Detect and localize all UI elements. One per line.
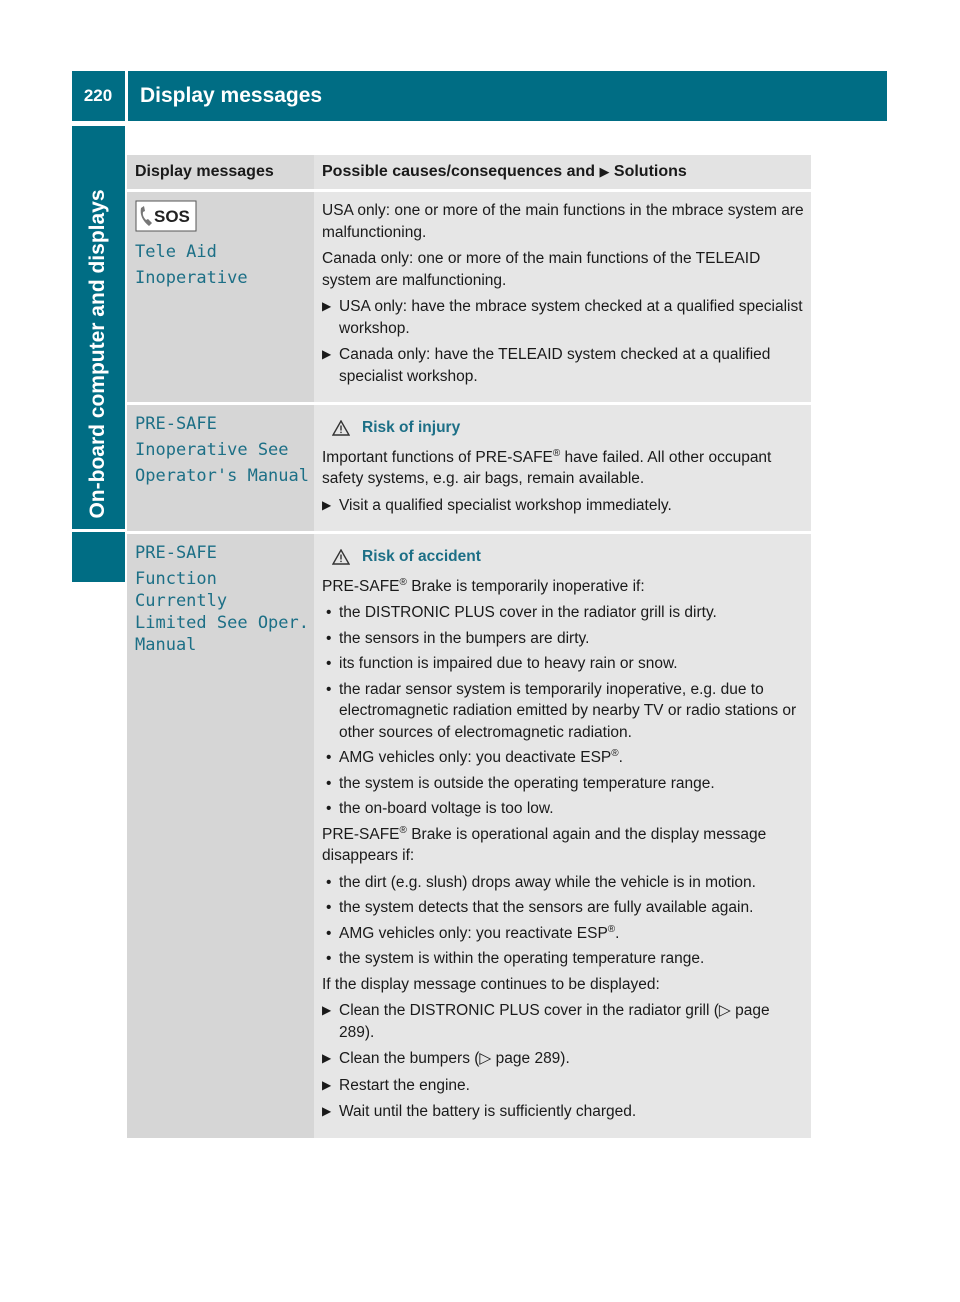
- cause-text: If the display message continues to be displayed:: [322, 975, 660, 993]
- registered-mark: ®: [399, 824, 407, 836]
- step-text: Restart the engine.: [339, 1076, 470, 1094]
- step-text: USA only: have the mbrace system checked at a qualified specialist workshop.: [339, 298, 803, 337]
- message-line: Inoperative: [135, 268, 248, 288]
- step-item: [322, 1101, 805, 1123]
- list-item-text-b: .: [615, 924, 620, 942]
- bullet-icon: •: [326, 873, 332, 891]
- message-cell: [127, 534, 314, 1138]
- message-line: Operator's Manual: [135, 466, 309, 486]
- warning-triangle-icon: [332, 420, 350, 436]
- bullet-icon: •: [326, 774, 332, 792]
- page-title: Display messages: [140, 84, 323, 107]
- cause-text-a: Important functions of PRE-SAFE: [322, 448, 553, 466]
- step-text: Clean the bumpers (▷ page 289).: [339, 1050, 570, 1067]
- bullet-icon: •: [326, 899, 332, 916]
- step-item: [322, 495, 805, 517]
- svg-text:SOS: SOS: [154, 207, 190, 226]
- list-item: [322, 679, 805, 744]
- step-arrow-icon: ▶: [322, 1003, 332, 1017]
- risk-warning: [332, 417, 805, 439]
- registered-mark: ®: [552, 447, 561, 459]
- message-line: Manual: [135, 635, 197, 655]
- col-header-solutions: [314, 155, 811, 189]
- message-line: Limited See Oper.: [135, 613, 309, 633]
- list-item: [322, 653, 805, 675]
- side-chapter-label: On-board computer and displays: [86, 189, 109, 519]
- message-line: Tele Aid: [135, 242, 217, 262]
- step-item: [322, 296, 805, 339]
- solution-cell: [314, 192, 811, 402]
- step-arrow-icon: ▶: [322, 299, 332, 313]
- solution-cell: [314, 405, 811, 531]
- table-row: [127, 405, 811, 534]
- list-item-text: the dirt (e.g. slush) drops away while the vehicle is in motion.: [339, 873, 756, 891]
- step-arrow-icon: ▶: [322, 347, 332, 361]
- step-item: [322, 1048, 805, 1070]
- cause-text-b: Brake is operational again and the display message disappears if:: [322, 825, 767, 864]
- page-number: 220: [83, 86, 113, 105]
- risk-label: Risk of accident: [362, 548, 481, 565]
- list-item-text: [339, 747, 623, 769]
- table-row: [127, 534, 811, 1141]
- list-item-text: the DISTRONIC PLUS cover in the radiator grill is dirty.: [339, 604, 717, 621]
- warning-triangle-icon: [332, 549, 350, 565]
- list-item: [322, 747, 805, 769]
- message-cell: [127, 192, 314, 402]
- step-arrow-icon: ▶: [322, 1077, 332, 1092]
- list-item-text-a: AMG vehicles only: you deactivate ESP: [339, 749, 612, 766]
- list-item: [322, 773, 805, 795]
- list-item-text: the system is within the operating temperature range.: [339, 950, 705, 967]
- cause-text: [322, 824, 805, 867]
- cause-text-b: have failed. All other occupant safety systems, e.g. air bags, remain available.: [322, 448, 772, 487]
- bullet-icon: •: [326, 680, 332, 698]
- list-item-text-a: AMG vehicles only: you reactivate ESP: [339, 924, 608, 942]
- bullet-icon: •: [326, 800, 332, 817]
- table-row: [127, 192, 811, 405]
- cause-text: [322, 576, 805, 598]
- bullet-icon: •: [326, 629, 332, 647]
- list-item: [322, 628, 805, 650]
- step-arrow-icon: ▶: [322, 497, 332, 512]
- list-item-text: the system detects that the sensors are fully available again.: [339, 899, 754, 916]
- step-item: [322, 344, 805, 387]
- step-arrow-icon: ▶: [322, 1104, 332, 1118]
- cause-text: Canada only: one or more of the main functions of the TELEAID system are malfunctioning.: [322, 250, 761, 289]
- cause-text-a: PRE-SAFE: [322, 577, 400, 595]
- message-line: PRE-SAFE: [135, 543, 217, 563]
- registered-mark: ®: [607, 923, 616, 935]
- cause-text-a: PRE-SAFE: [322, 825, 400, 843]
- list-item: [322, 872, 805, 894]
- side-tab-divider: [72, 529, 125, 532]
- col-header-messages: Display messages: [127, 155, 314, 189]
- list-item: [322, 798, 805, 820]
- col-header-solutions-label: Solutions: [609, 163, 687, 180]
- list-item: [322, 897, 805, 919]
- list-item-text: the radar sensor system is temporarily inoperative, e.g. due to electromagnetic radiation emitted by nearby TV or radio stations or other sources of electromagnetic radiation.: [339, 680, 797, 741]
- table-header-row: [127, 155, 811, 192]
- display-messages-table: [127, 155, 811, 1141]
- list-item-text: the system is outside the operating temperature range.: [339, 774, 715, 792]
- list-item-text: the sensors in the bumpers are dirty.: [339, 629, 590, 647]
- cause-text: USA only: one or more of the main functions in the mbrace system are malfunctioning.: [322, 202, 804, 241]
- solution-cell: [314, 534, 811, 1138]
- header-separator: [125, 71, 128, 121]
- message-line: Function Currently: [135, 569, 228, 611]
- step-item: [322, 1000, 805, 1043]
- risk-label: Risk of injury: [362, 419, 461, 436]
- list-item-text-b: .: [618, 749, 623, 766]
- step-text: Clean the DISTRONIC PLUS cover in the radiator grill (▷ page 289).: [339, 1002, 770, 1041]
- list-item-text: its function is impaired due to heavy rain or snow.: [339, 655, 678, 672]
- list-item-text: the on-board voltage is too low.: [339, 800, 554, 817]
- registered-mark: ®: [611, 747, 619, 759]
- step-text: Visit a qualified specialist workshop immediately.: [339, 496, 672, 514]
- list-item: [322, 948, 805, 970]
- bullet-icon: •: [326, 655, 332, 672]
- bullet-icon: •: [326, 749, 332, 766]
- message-cell: [127, 405, 314, 531]
- step-text: Wait until the battery is sufficiently charged.: [339, 1103, 637, 1120]
- message-line: PRE-SAFE: [135, 414, 217, 434]
- step-arrow-icon: ▶: [599, 164, 610, 179]
- col-header-causes-label: Possible causes/consequences and: [322, 163, 600, 180]
- registered-mark: ®: [399, 576, 407, 588]
- list-item-text: [339, 923, 619, 945]
- step-item: [322, 1075, 805, 1097]
- sos-phone-icon: [135, 200, 197, 237]
- step-arrow-icon: ▶: [322, 1051, 332, 1065]
- cause-text: [322, 447, 805, 490]
- step-text: Canada only: have the TELEAID system checked at a qualified specialist workshop.: [339, 346, 771, 385]
- bullet-icon: •: [326, 924, 332, 942]
- message-line: Inoperative See: [135, 440, 289, 460]
- list-item: [322, 602, 805, 624]
- cause-text-b: Brake is temporarily inoperative if:: [406, 577, 645, 595]
- bullet-icon: •: [326, 604, 332, 621]
- list-item: [322, 923, 805, 945]
- bullet-icon: •: [326, 950, 332, 967]
- risk-warning: [332, 546, 805, 568]
